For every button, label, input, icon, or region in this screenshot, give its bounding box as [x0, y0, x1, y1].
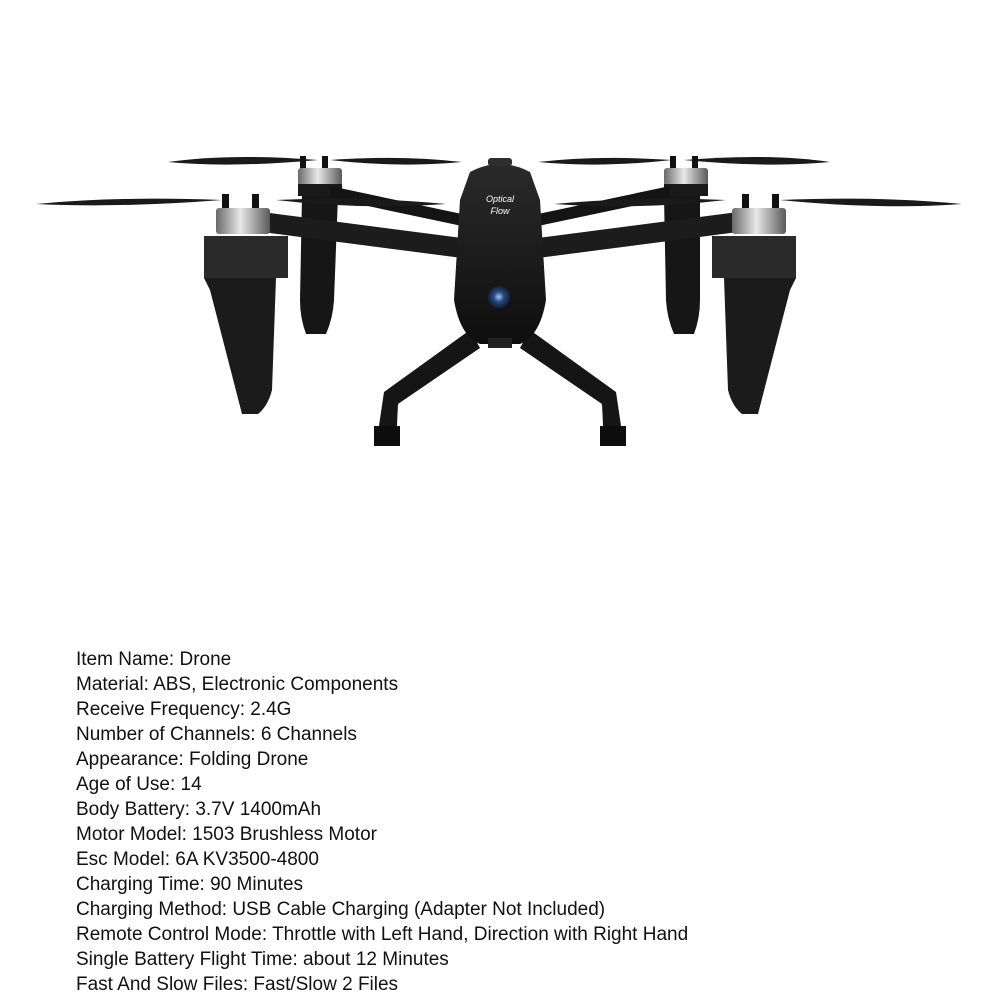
body-label-line1: Optical	[485, 194, 515, 204]
rear-right-motor	[664, 156, 708, 196]
drone-illustration	[0, 0, 1001, 470]
spec-body-battery: Body Battery: 3.7V 1400mAh	[76, 799, 322, 820]
front-left-propeller	[36, 199, 446, 207]
spec-motor-model: Motor Model: 1503 Brushless Motor	[76, 824, 377, 845]
spec-item-name: Item Name: Drone	[76, 649, 232, 670]
spec-remote-control-mode: Remote Control Mode: Throttle with Left Hand, Direction with Right Hand	[76, 924, 689, 945]
body-label-line2: Flow	[490, 206, 510, 216]
spec-flight-time: Single Battery Flight Time: about 12 Minutes	[76, 949, 449, 970]
spec-receive-frequency: Receive Frequency: 2.4G	[76, 699, 292, 720]
front-left-leg	[204, 236, 288, 414]
rear-right-leg	[664, 196, 700, 334]
spec-esc-model: Esc Model: 6A KV3500-4800	[76, 849, 319, 870]
spec-charging-time: Charging Time: 90 Minutes	[76, 874, 304, 895]
spec-channels: Number of Channels: 6 Channels	[76, 724, 357, 745]
rear-left-propeller	[168, 157, 462, 165]
drone-body	[454, 158, 546, 348]
spec-appearance: Appearance: Folding Drone	[76, 749, 309, 770]
spec-fast-slow-files: Fast And Slow Files: Fast/Slow 2 Files	[76, 974, 399, 995]
spec-list	[76, 647, 688, 997]
spec-material: Material: ABS, Electronic Components	[76, 674, 399, 695]
drone-product-image	[0, 0, 1001, 470]
rear-right-propeller	[538, 157, 830, 165]
spec-age-of-use: Age of Use: 14	[76, 774, 202, 795]
rear-left-leg	[300, 196, 338, 334]
spec-charging-method: Charging Method: USB Cable Charging (Adapter Not Included)	[76, 899, 606, 920]
front-left-motor	[216, 194, 270, 234]
camera-lens-icon	[488, 286, 512, 310]
front-right-motor	[732, 194, 786, 234]
front-right-leg	[712, 236, 796, 414]
